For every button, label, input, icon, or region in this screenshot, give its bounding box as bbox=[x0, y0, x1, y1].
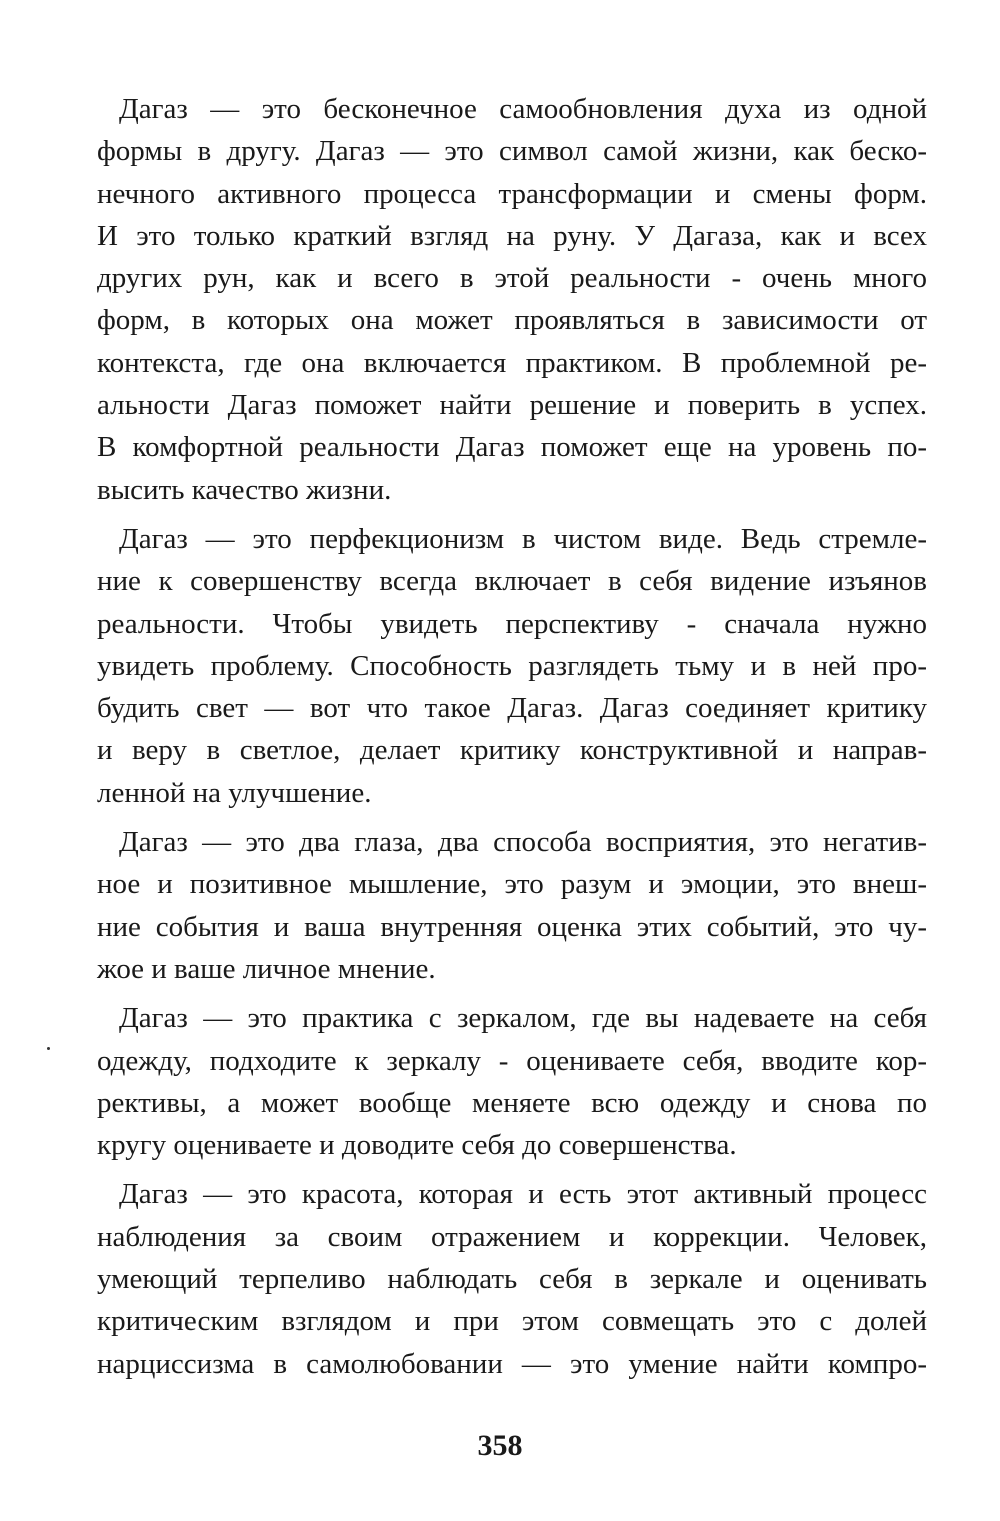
text-line: реальности. Чтобы увидеть перспективу - сначала нужно bbox=[97, 607, 927, 640]
text-line: наблюдения за своим отражением и коррекции. Человек, bbox=[97, 1220, 927, 1253]
text-line: Дагаз — это два глаза, два способа восприятия, это негатив- bbox=[119, 826, 927, 859]
text-line: Дагаз — это бесконечное самообновления духа из одной bbox=[119, 93, 927, 125]
paragraph-1 bbox=[97, 88, 927, 511]
paragraph-3 bbox=[97, 821, 927, 990]
text-line: ние события и ваша внутренняя оценка этих событий, это чу- bbox=[97, 910, 927, 943]
paragraph-5 bbox=[97, 1173, 927, 1384]
text-line: Дагаз — это красота, которая и есть этот активный процесс bbox=[119, 1178, 927, 1211]
text-line: формы в другу. Дагаз — это символ самой жизни, как беско- bbox=[97, 135, 927, 168]
text-line: ленной на улучшение. bbox=[97, 776, 372, 809]
text-line: Дагаз — это практика с зеркалом, где вы надеваете на себя bbox=[119, 1002, 927, 1035]
text-line: нарциссизма в самолюбовании — это умение найти компро- bbox=[97, 1347, 927, 1380]
text-line: альности Дагаз поможет найти решение и поверить в успех. bbox=[97, 389, 927, 422]
text-line: умеющий терпеливо наблюдать себя в зеркале и оценивать bbox=[97, 1263, 927, 1296]
page-number: 358 bbox=[477, 1429, 523, 1462]
text-line: одежду, подходите к зеркалу - оцениваете себя, вводите кор- bbox=[97, 1044, 927, 1077]
text-line: критическим взглядом и при этом совмещать это с долей bbox=[97, 1305, 927, 1338]
paragraph-4 bbox=[97, 997, 927, 1166]
text-line: ное и позитивное мышление, это разум и эмоции, это внеш- bbox=[97, 868, 927, 901]
text-line: и веру в светлое, делает критику конструктивной и направ- bbox=[97, 734, 927, 767]
text-line: Дагаз — это перфекционизм в чистом виде. Ведь стремле- bbox=[119, 522, 927, 555]
text-line: И это только краткий взгляд на руну. У Дагаза, как и всех bbox=[97, 219, 927, 252]
text-line: нечного активного процесса трансформации и смены форм. bbox=[97, 177, 927, 210]
print-speck bbox=[47, 1047, 50, 1050]
text-line: других рун, как и всего в этой реальности - очень много bbox=[97, 262, 927, 295]
text-line: будить свет — вот что такое Дагаз. Дагаз соединяет критику bbox=[97, 692, 927, 725]
paragraph-2 bbox=[97, 518, 927, 814]
text-line: кругу оцениваете и доводите себя до совершенства. bbox=[97, 1129, 737, 1162]
text-line: В комфортной реальности Дагаз поможет еще на уровень по- bbox=[97, 431, 927, 464]
text-line: ние к совершенству всегда включает в себя видение изъянов bbox=[97, 565, 927, 598]
body-text bbox=[97, 88, 927, 1392]
text-line: жое и ваше личное мнение. bbox=[97, 952, 436, 985]
text-line: контекста, где она включается практиком. В проблемной ре- bbox=[97, 346, 927, 379]
text-line: форм, в которых она может проявляться в зависимости от bbox=[97, 304, 927, 337]
text-line: увидеть проблему. Способность разглядеть тьму и в ней про- bbox=[97, 649, 927, 682]
text-line: высить качество жизни. bbox=[97, 473, 392, 506]
text-line: рективы, а может вообще меняете всю одежду и снова по bbox=[97, 1086, 927, 1119]
